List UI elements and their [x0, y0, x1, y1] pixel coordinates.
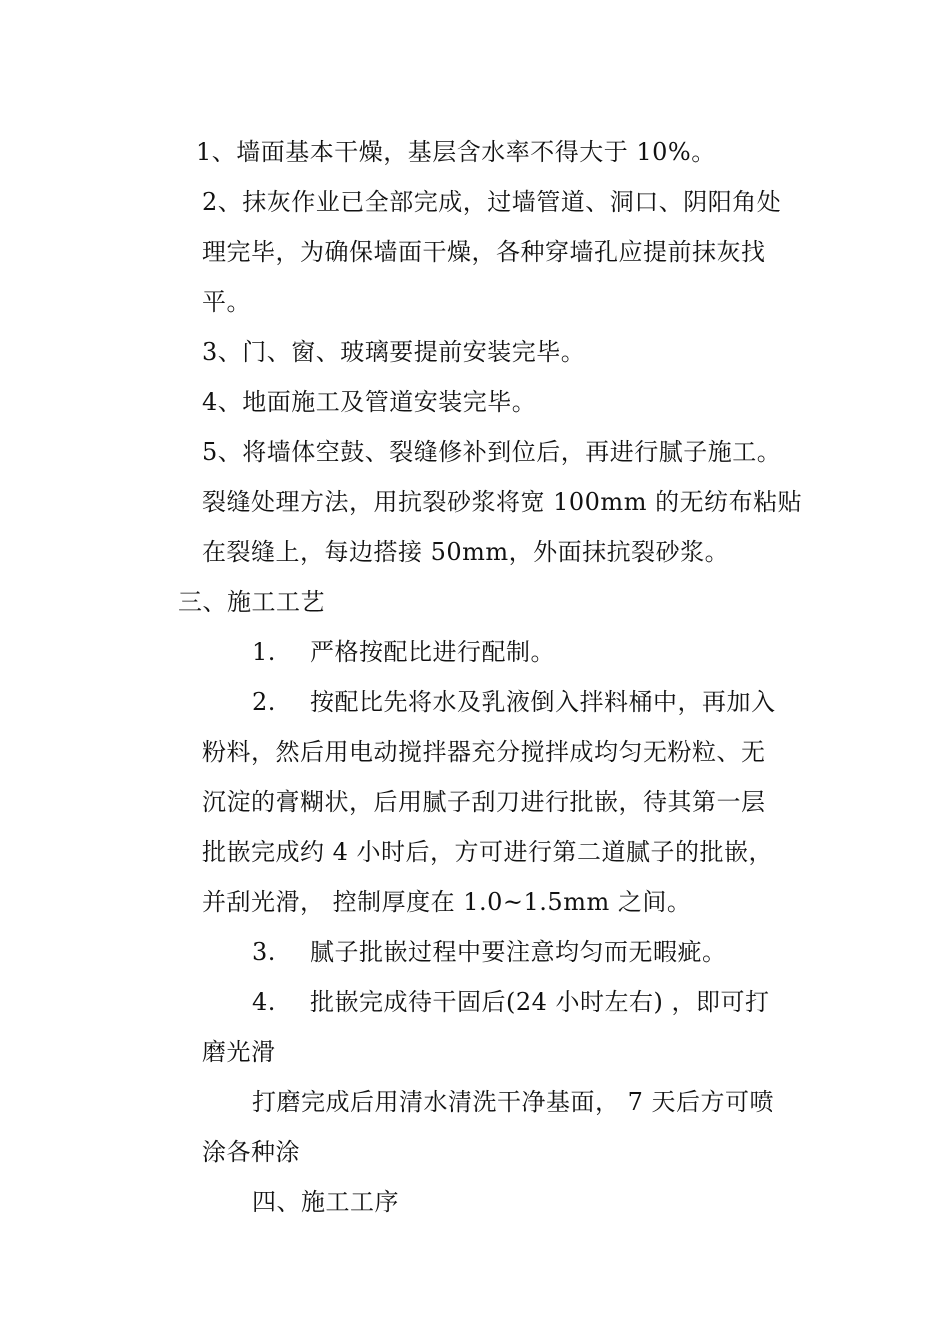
requirement-item-2-line-3: 平。: [202, 288, 251, 316]
requirement-item-5-line-2: 裂缝处理方法，用抗裂砂浆将宽 100mm 的无纺布粘贴: [202, 488, 803, 516]
step-number: 1.: [252, 638, 276, 666]
process-step-4-line-2: 磨光滑: [202, 1038, 276, 1066]
section-3-heading: 三、施工工艺: [178, 588, 325, 616]
process-step-2-line-3: 沉淀的膏糊状，后用腻子刮刀进行批嵌，待其第一层: [202, 788, 766, 816]
requirement-item-2-line-2: 理完毕，为确保墙面干燥，各种穿墙孔应提前抹灰找: [202, 238, 766, 266]
step-text: 批嵌完成待干固后(24 小时左右) ，即可打: [310, 988, 770, 1016]
finish-paragraph-line-2: 涂各种涂: [202, 1138, 300, 1166]
process-step-4-line-1: [252, 986, 770, 1018]
section-4-heading: 四、施工工序: [252, 1188, 399, 1216]
requirement-item-2-line-1: 2、抹灰作业已全部完成，过墙管道、洞口、阴阳角处: [202, 188, 782, 216]
process-step-2-line-2: 粉料，然后用电动搅拌器充分搅拌成均匀无粉粒、无: [202, 738, 766, 766]
requirement-item-1: 1、墙面基本干燥，基层含水率不得大于 10%。: [196, 138, 716, 166]
process-step-2-line-4: 批嵌完成约 4 小时后，方可进行第二道腻子的批嵌，: [202, 838, 774, 866]
requirement-item-4: 4、地面施工及管道安装完毕。: [202, 388, 537, 416]
step-number: 3.: [252, 938, 276, 966]
requirement-item-3: 3、门、窗、玻璃要提前安装完毕。: [202, 338, 586, 366]
step-number: 2.: [252, 688, 276, 716]
process-step-2-line-5: 并刮光滑， 控制厚度在 1.0~1.5mm 之间。: [202, 888, 692, 916]
step-text: 腻子批嵌过程中要注意均匀而无暇疵。: [310, 938, 727, 966]
process-step-3: [252, 936, 727, 968]
requirement-item-5-line-1: 5、将墙体空鼓、裂缝修补到位后，再进行腻子施工。: [202, 438, 782, 466]
step-number: 4.: [252, 988, 276, 1016]
process-step-1: [252, 636, 555, 668]
process-step-2-line-1: [252, 686, 776, 718]
step-text: 按配比先将水及乳液倒入拌料桶中，再加入: [310, 688, 776, 716]
step-text: 严格按配比进行配制。: [310, 638, 555, 666]
finish-paragraph-line-1: 打磨完成后用清水清洗干净基面， 7 天后方可喷: [252, 1088, 775, 1116]
requirement-item-5-line-3: 在裂缝上，每边搭接 50mm，外面抹抗裂砂浆。: [202, 538, 730, 566]
